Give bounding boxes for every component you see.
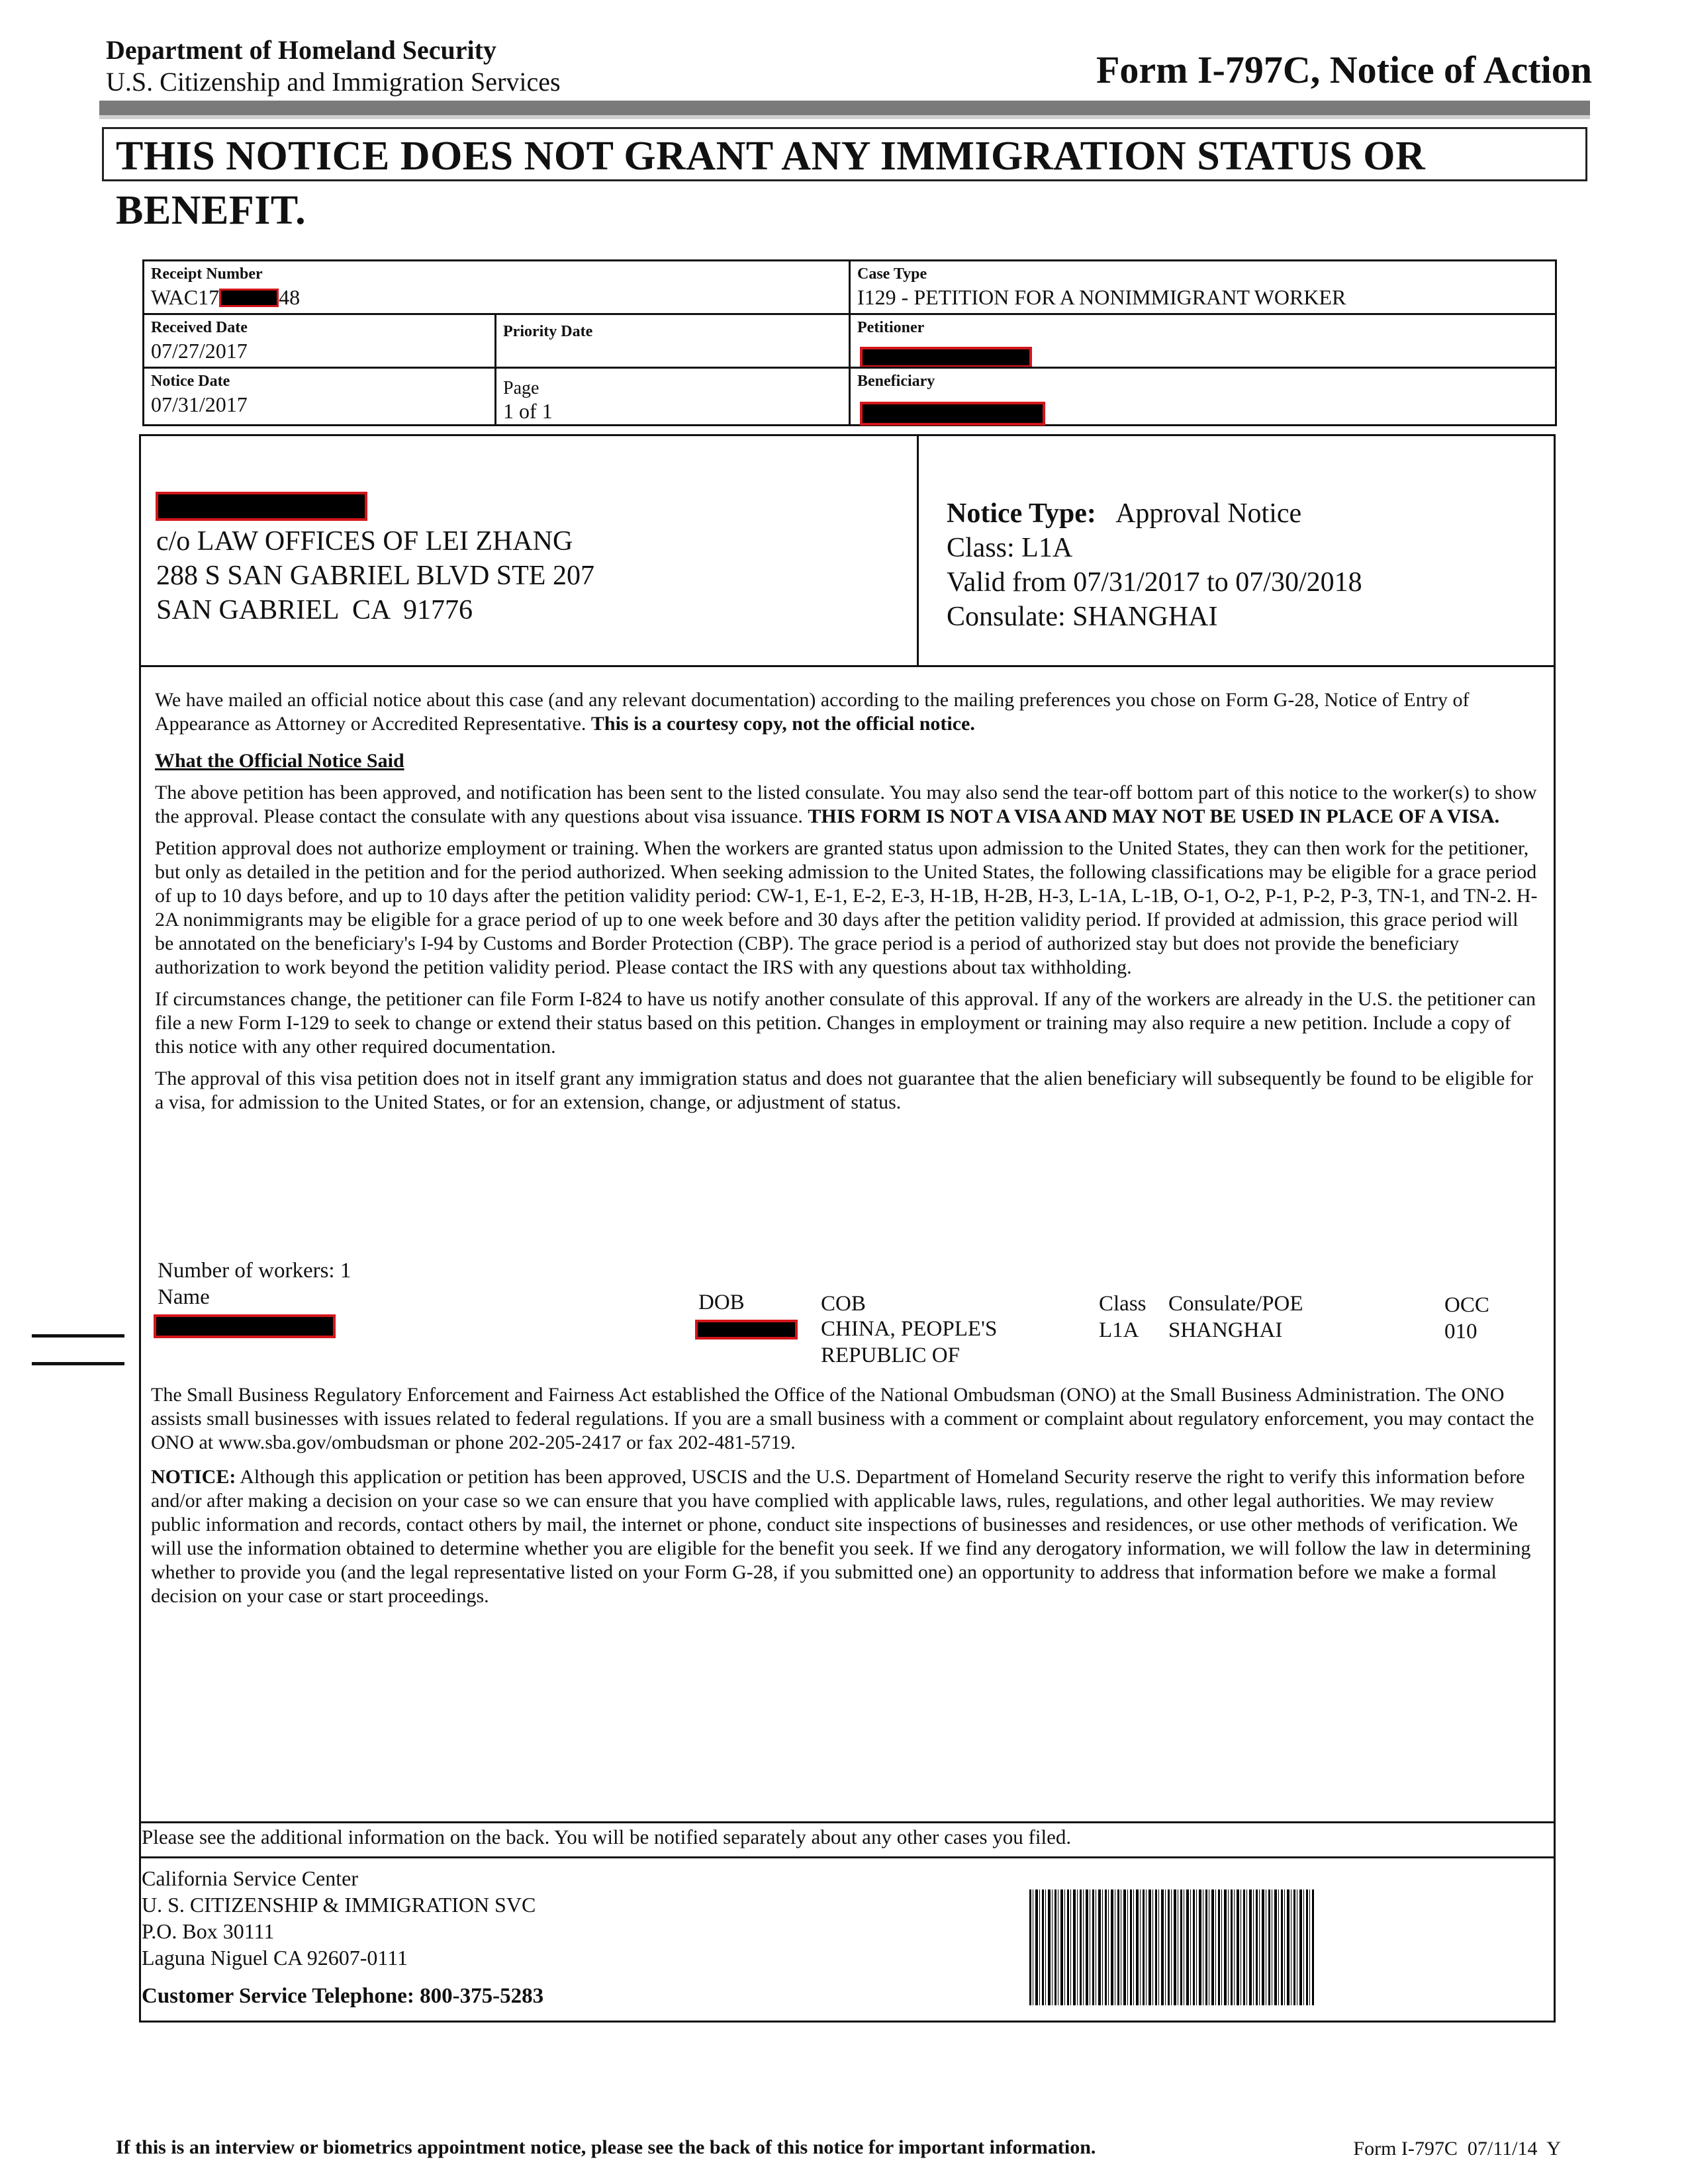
beneficiary-label: Beneficiary: [857, 373, 935, 390]
receipt-number-label: Receipt Number: [151, 265, 263, 283]
worker-cob-line-2: REPUBLIC OF: [821, 1343, 960, 1367]
notice-label: NOTICE:: [151, 1466, 236, 1488]
page-value: 1 of 1: [503, 399, 553, 423]
barcode: [1029, 1889, 1314, 2005]
receipt-prefix: WAC17: [151, 285, 220, 309]
address-notice-divider: [917, 434, 919, 667]
col-header-occ: OCC: [1444, 1293, 1489, 1317]
form-title: Form I-797C, Notice of Action: [1096, 48, 1592, 91]
addressee-redaction: [156, 492, 367, 521]
worker-name-redaction: [154, 1314, 336, 1338]
notice-type-row: [947, 496, 1362, 531]
notice-body-lower: [151, 1383, 1541, 1616]
mailing-text: We have mailed an official notice about this case (and any relevant documentation) according to the mailing preferences you chose on Form G-28, Notice of Entry of Appearance as Attorney or Accredited Representative.: [155, 689, 1470, 735]
margin-mark-1: [32, 1334, 124, 1338]
beneficiary-redaction: [860, 402, 1045, 426]
approval-text: The above petition has been approved, and notification has been sent to the listed consulate. You may also send the tear-off bottom part of this notice to the worker(s) to show the approval. Please contact the consulate with any questions about visa issuance.: [155, 782, 1537, 827]
additional-info-note: Please see the additional information on the back. You will be notified separately about any other cases you filed.: [142, 1825, 1072, 1848]
notice-date-value: 07/31/2017: [151, 392, 248, 416]
case-type-cell: [849, 259, 1557, 315]
customer-service-phone: Customer Service Telephone: 800-375-5283: [142, 1984, 544, 2008]
service-center-address: [142, 1865, 536, 1971]
header-divider: [99, 101, 1590, 115]
petitioner-cell: [849, 313, 1557, 369]
petitioner-redaction: [860, 347, 1032, 368]
mailing-paragraph: [155, 688, 1538, 736]
notice-date-cell: [142, 367, 496, 426]
receipt-number-value: [151, 285, 300, 310]
notice-body: [155, 688, 1538, 1122]
bottom-appointment-note: If this is an interview or biometrics appointment notice, please see the back of this notice for important information.: [116, 2136, 1096, 2158]
main-document-frame: [139, 434, 1556, 2023]
address-bottom-rule: [139, 665, 1556, 667]
not-a-visa-warning: THIS FORM IS NOT A VISA AND MAY NOT BE USED IN PLACE OF A VISA.: [808, 805, 1500, 827]
official-notice-heading: [155, 749, 1538, 773]
page-cell: [494, 367, 851, 426]
workers-count: Number of workers: 1: [158, 1259, 352, 1283]
priority-date-cell: [494, 313, 851, 369]
no-status-paragraph: The approval of this visa petition does not in itself grant any immigration status and does not guarantee that the alien beneficiary will subsequently be found to be eligible for a visa, for admission to the United States, or for an extension, change, or adjustment of status.: [155, 1068, 1533, 1113]
verification-paragraph: [151, 1465, 1541, 1608]
notice-type-label: Notice Type:: [947, 498, 1096, 529]
service-center-name: California Service Center: [142, 1866, 358, 1890]
case-type-value: I129 - PETITION FOR A NONIMMIGRANT WORKER: [857, 285, 1346, 309]
col-header-name: Name: [158, 1285, 210, 1309]
service-center-agency: U. S. CITIZENSHIP & IMMIGRATION SVC: [142, 1893, 536, 1917]
notice-date-label: Notice Date: [151, 373, 230, 390]
change-circumstances-paragraph: If circumstances change, the petitioner can file Form I-824 to have us notify another consulate of this approval. If any of the workers are already in the U.S. the petitioner can file a new Form I-129 to seek to change or extend their status based on this petition. Changes in employment or training may also require a new petition. Include a copy of this notice with any other required documentation.: [155, 988, 1536, 1058]
notice-class: Class: L1A: [947, 533, 1073, 563]
receipt-suffix: 48: [279, 285, 301, 309]
worker-class: L1A: [1099, 1318, 1139, 1342]
priority-date-label: Priority Date: [503, 323, 593, 340]
notice-validity: Valid from 07/31/2017 to 07/30/2018: [947, 567, 1362, 598]
worker-occ: 010: [1444, 1320, 1477, 1343]
worker-cob-line-1: CHINA, PEOPLE'S: [821, 1317, 998, 1341]
worker-cob: [821, 1316, 997, 1369]
received-date-cell: [142, 313, 496, 369]
additional-info-rule-bottom: [139, 1856, 1556, 1858]
page-label: Page: [503, 378, 539, 398]
receipt-redaction: [219, 289, 279, 307]
agency-block: [106, 34, 561, 98]
agency-name: U.S. Citizenship and Immigration Services: [106, 67, 561, 97]
address-line-2: 288 S SAN GABRIEL BLVD STE 207: [156, 561, 594, 591]
official-notice-heading-text: What the Official Notice Said: [155, 750, 404, 772]
grace-period-paragraph: Petition approval does not authorize employment or training. When the workers are granted status upon admission to the United States, they can then work for the petitioner, but only as detailed in the petition and for the period authorized. When seeking admission to the United States, the following classifications may be eligible for a grace period of up to 10 days before, and up to 10 days after the petition validity period: CW-1, E-1, E-2, E-3, H-1B, H-2B, H-3, L-1A, L-1B, O-1, O-2, P-1, P-2, P-3, TN-1, and TN-2. H-2A nonimmigrants may be eligible for a grace period of up to one week before and 30 days after the petition validity period. If provided at admission, this grace period will be annotated on the beneficiary's I-94 by Customs and Border Protection (CBP). The grace period is a period of authorized stay but does not provide the beneficiary authorization to work beyond the petition validity period. Please contact the IRS with any questions about tax withholding.: [155, 837, 1538, 978]
form-version-code: Form I-797C 07/11/14 Y: [1353, 2138, 1561, 2160]
receipt-number-cell: [142, 259, 851, 315]
worker-consulate: SHANGHAI: [1168, 1318, 1283, 1342]
margin-mark-2: [32, 1362, 124, 1365]
verification-text: Although this application or petition has been approved, USCIS and the U.S. Department of Homeland Security reserve the right to verify this information before and/or after making a decision on your case so we can ensure that you have complied with applicable laws, rules, regulations, and other legal authorities. We may review public information and records, contact others by mail, the internet or phone, conduct site inspections of businesses and residences, or use other methods of verification. We will use the information obtained to determine whether you are eligible for the benefit you seek. If we find any derogatory information, we will follow the law in determining whether to provide you (and the legal representative listed on your Form G-28, if you submitted one) an opportunity to address that information before we make a formal decision on your case or start proceedings.: [151, 1466, 1531, 1607]
service-center-city: Laguna Niguel CA 92607-0111: [142, 1946, 408, 1970]
beneficiary-cell: [849, 367, 1557, 426]
worker-dob-redaction: [695, 1320, 798, 1340]
additional-info-rule-top: [139, 1821, 1556, 1823]
courtesy-copy-note: This is a courtesy copy, not the official notice.: [590, 713, 975, 735]
col-header-class: Class: [1099, 1292, 1147, 1316]
address-line-3: SAN GABRIEL CA 91776: [156, 595, 473, 625]
header-divider-shadow: [99, 115, 1590, 119]
notice-summary: [947, 496, 1362, 634]
address-line-1: c/o LAW OFFICES OF LEI ZHANG: [156, 526, 573, 557]
col-header-cob: COB: [821, 1292, 866, 1316]
ombudsman-paragraph: The Small Business Regulatory Enforcement and Fairness Act established the Office of the National Ombudsman (ONO) at the Small Business Administration. The ONO assists small businesses with issues related to federal regulations. If you are a small business with a comment or complaint about regulatory enforcement, you may contact the ONO at www.sba.gov/ombudsman or phone 202-205-2417 or fax 202-481-5719.: [151, 1384, 1534, 1453]
case-type-label: Case Type: [857, 265, 927, 283]
status-banner: THIS NOTICE DOES NOT GRANT ANY IMMIGRATION STATUS OR BENEFIT.: [102, 127, 1587, 181]
petitioner-label: Petitioner: [857, 319, 925, 336]
col-header-dob: DOB: [698, 1291, 745, 1314]
department-name: Department of Homeland Security: [106, 35, 496, 65]
notice-type-value: Approval Notice: [1115, 498, 1302, 529]
col-header-consulate: Consulate/POE: [1168, 1292, 1303, 1316]
mailing-address: [156, 524, 594, 627]
notice-consulate: Consulate: SHANGHAI: [947, 602, 1218, 632]
approval-paragraph: [155, 781, 1538, 829]
received-date-label: Received Date: [151, 319, 248, 336]
service-center-po-box: P.O. Box 30111: [142, 1919, 275, 1943]
received-date-value: 07/27/2017: [151, 339, 248, 363]
